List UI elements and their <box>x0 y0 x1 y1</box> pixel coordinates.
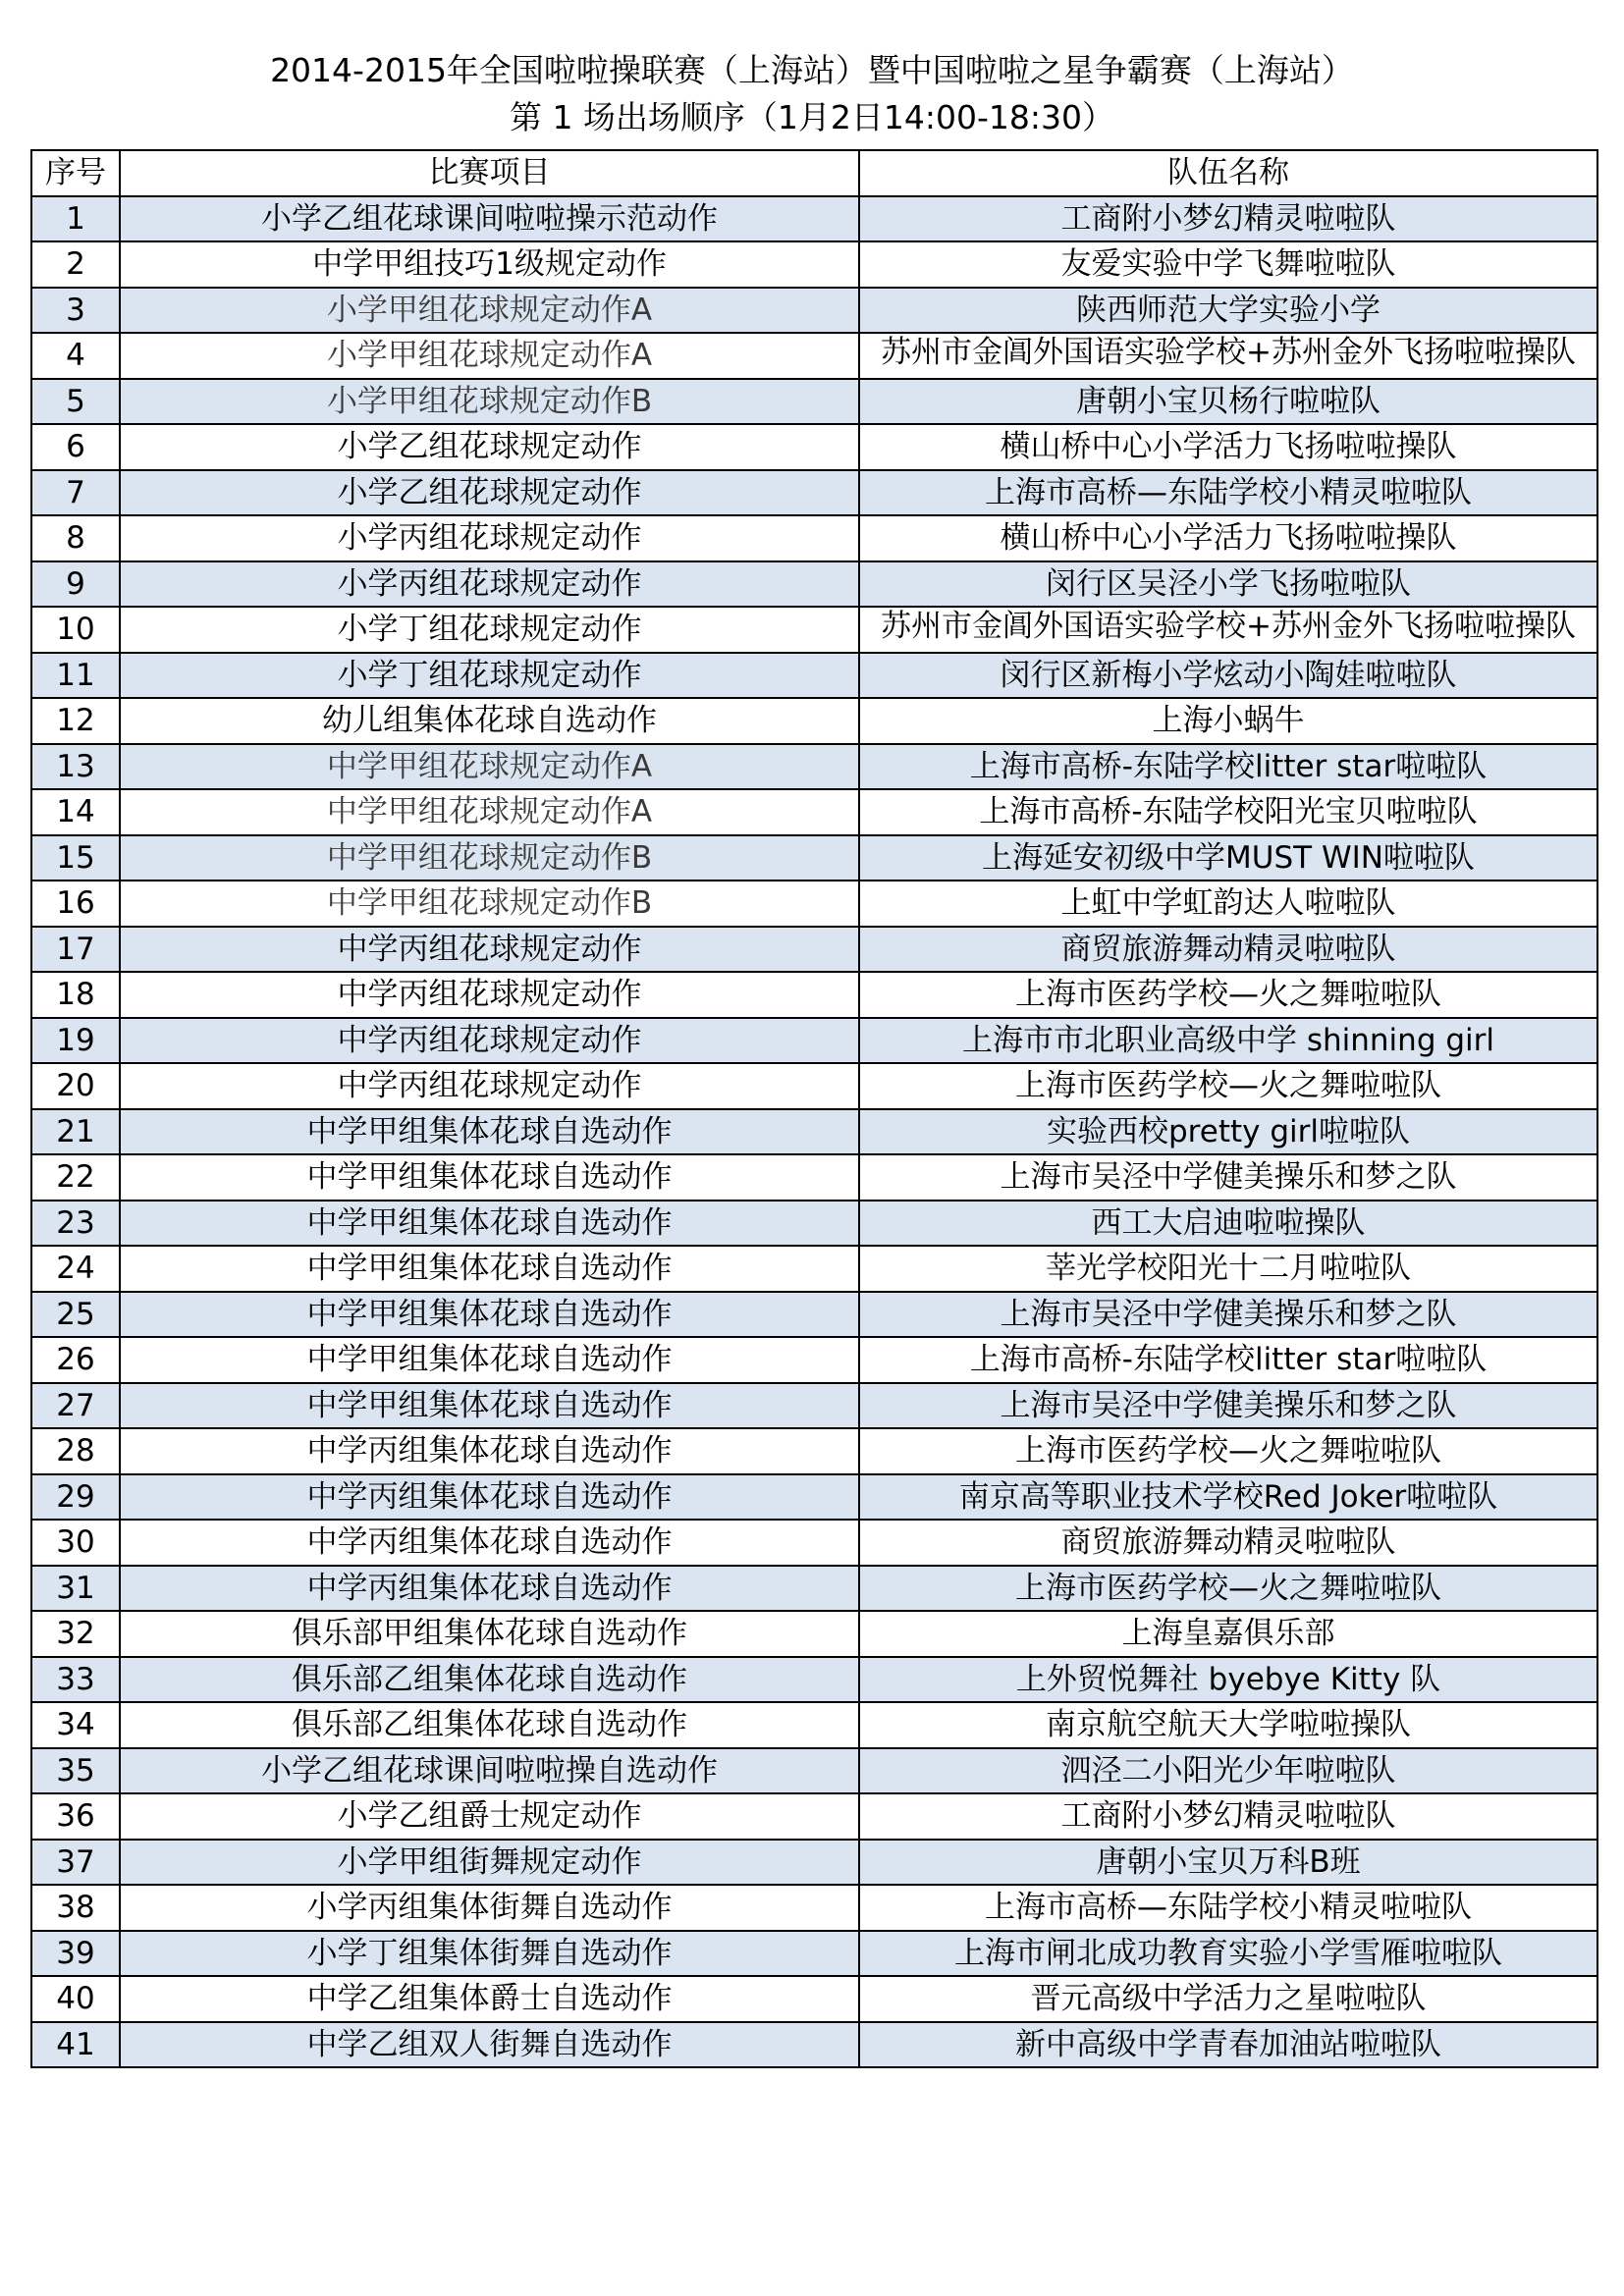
table-row <box>31 653 1597 699</box>
header-number: 序号 <box>31 150 120 196</box>
row-team: 陕西师范大学实验小学 <box>859 288 1597 334</box>
table-row <box>31 424 1597 470</box>
row-team: 商贸旅游舞动精灵啦啦队 <box>859 927 1597 973</box>
row-team: 上海市医药学校—火之舞啦啦队 <box>859 972 1597 1018</box>
row-number: 31 <box>31 1566 120 1612</box>
row-team: 上海市高桥—东陆学校小精灵啦啦队 <box>859 470 1597 516</box>
row-number: 18 <box>31 972 120 1018</box>
row-event: 中学甲组集体花球自选动作 <box>120 1154 859 1201</box>
row-team: 莘光学校阳光十二月啦啦队 <box>859 1246 1597 1292</box>
row-team: 上海市高桥—东陆学校小精灵啦啦队 <box>859 1885 1597 1931</box>
row-event: 小学乙组花球规定动作 <box>120 470 859 516</box>
row-team: 唐朝小宝贝万科B班 <box>859 1840 1597 1886</box>
table-row <box>31 561 1597 608</box>
table-row <box>31 1566 1597 1612</box>
row-event: 中学丙组集体花球自选动作 <box>120 1566 859 1612</box>
table-row <box>31 1109 1597 1155</box>
table-body <box>31 196 1597 2068</box>
table-row <box>31 1428 1597 1474</box>
row-number: 26 <box>31 1337 120 1383</box>
table-row <box>31 1702 1597 1748</box>
row-event: 中学乙组集体爵士自选动作 <box>120 1976 859 2022</box>
table-row <box>31 1611 1597 1657</box>
running-order-table <box>30 149 1598 2068</box>
row-number: 27 <box>31 1383 120 1429</box>
table-row <box>31 1976 1597 2022</box>
table-row <box>31 515 1597 561</box>
document-subtitle: 第 1 场出场顺序（1月2日14:00-18:30） <box>509 98 1115 136</box>
table-row <box>31 1154 1597 1201</box>
row-number: 35 <box>31 1748 120 1794</box>
row-event: 中学甲组技巧1级规定动作 <box>120 241 859 288</box>
row-number: 9 <box>31 561 120 608</box>
header-team: 队伍名称 <box>859 150 1597 196</box>
row-event: 中学丙组花球规定动作 <box>120 972 859 1018</box>
table-row <box>31 1246 1597 1292</box>
row-event: 小学丙组花球规定动作 <box>120 515 859 561</box>
row-number: 8 <box>31 515 120 561</box>
row-number: 34 <box>31 1702 120 1748</box>
row-number: 32 <box>31 1611 120 1657</box>
row-number: 38 <box>31 1885 120 1931</box>
row-number: 15 <box>31 835 120 881</box>
table-row <box>31 1337 1597 1383</box>
table-row <box>31 241 1597 288</box>
row-team: 上外贸悦舞社 byebye Kitty 队 <box>859 1657 1597 1703</box>
row-event: 小学丙组集体街舞自选动作 <box>120 1885 859 1931</box>
row-team: 工商附小梦幻精灵啦啦队 <box>859 196 1597 242</box>
row-team: 实验西校pretty girl啦啦队 <box>859 1109 1597 1155</box>
row-event: 中学甲组集体花球自选动作 <box>120 1109 859 1155</box>
row-team: 晋元高级中学活力之星啦啦队 <box>859 1976 1597 2022</box>
row-team: 南京高等职业技术学校Red Joker啦啦队 <box>859 1474 1597 1521</box>
table-row <box>31 470 1597 516</box>
row-number: 21 <box>31 1109 120 1155</box>
row-number: 28 <box>31 1428 120 1474</box>
row-number: 39 <box>31 1931 120 1977</box>
row-number: 41 <box>31 2022 120 2068</box>
row-event: 小学乙组花球课间啦啦操示范动作 <box>120 196 859 242</box>
row-event: 中学丙组集体花球自选动作 <box>120 1474 859 1521</box>
row-team: 友爱实验中学飞舞啦啦队 <box>859 241 1597 288</box>
row-number: 25 <box>31 1292 120 1338</box>
table-row <box>31 1885 1597 1931</box>
row-number: 4 <box>31 333 120 379</box>
table-row <box>31 607 1597 653</box>
row-event: 中学甲组集体花球自选动作 <box>120 1292 859 1338</box>
row-team <box>859 607 1597 653</box>
row-number: 20 <box>31 1063 120 1109</box>
row-number: 17 <box>31 927 120 973</box>
row-number: 12 <box>31 698 120 744</box>
table-row <box>31 972 1597 1018</box>
row-event: 中学乙组双人街舞自选动作 <box>120 2022 859 2068</box>
row-team: 闵行区新梅小学炫动小陶娃啦啦队 <box>859 653 1597 699</box>
row-event: 中学甲组集体花球自选动作 <box>120 1383 859 1429</box>
row-event: 中学甲组集体花球自选动作 <box>120 1246 859 1292</box>
row-team: 西工大启迪啦啦操队 <box>859 1201 1597 1247</box>
table-row <box>31 1292 1597 1338</box>
row-team: 上海市高桥-东陆学校阳光宝贝啦啦队 <box>859 789 1597 835</box>
table-row <box>31 698 1597 744</box>
table-row <box>31 2022 1597 2068</box>
row-event: 中学甲组花球规定动作B <box>120 835 859 881</box>
table-row <box>31 1657 1597 1703</box>
row-event: 小学甲组街舞规定动作 <box>120 1840 859 1886</box>
row-event: 中学甲组花球规定动作A <box>120 789 859 835</box>
row-team-text: 苏州市金阊外国语实验学校+苏州金外飞扬啦啦操队 <box>881 609 1576 645</box>
row-number: 24 <box>31 1246 120 1292</box>
row-event: 小学丁组集体街舞自选动作 <box>120 1931 859 1977</box>
row-event: 中学丙组集体花球自选动作 <box>120 1428 859 1474</box>
row-number: 23 <box>31 1201 120 1247</box>
row-number: 19 <box>31 1018 120 1064</box>
table-row <box>31 744 1597 790</box>
row-event: 小学乙组花球规定动作 <box>120 424 859 470</box>
row-number: 37 <box>31 1840 120 1886</box>
table-row <box>31 881 1597 927</box>
table-row <box>31 1201 1597 1247</box>
row-team: 上海市高桥-东陆学校litter star啦啦队 <box>859 744 1597 790</box>
row-number: 40 <box>31 1976 120 2022</box>
row-team: 泗泾二小阳光少年啦啦队 <box>859 1748 1597 1794</box>
row-team-text: 苏州市金阊外国语实验学校+苏州金外飞扬啦啦操队 <box>881 335 1576 371</box>
table-row <box>31 789 1597 835</box>
row-team: 南京航空航天大学啦啦操队 <box>859 1702 1597 1748</box>
row-team <box>859 333 1597 379</box>
row-number: 11 <box>31 653 120 699</box>
table-row <box>31 1520 1597 1566</box>
row-event: 俱乐部甲组集体花球自选动作 <box>120 1611 859 1657</box>
table-row <box>31 1063 1597 1109</box>
row-team: 上海市高桥-东陆学校litter star啦啦队 <box>859 1337 1597 1383</box>
table-row <box>31 196 1597 242</box>
row-event: 中学甲组花球规定动作A <box>120 744 859 790</box>
row-event: 中学丙组花球规定动作 <box>120 927 859 973</box>
row-team: 工商附小梦幻精灵啦啦队 <box>859 1793 1597 1840</box>
row-event: 小学丁组花球规定动作 <box>120 653 859 699</box>
row-team: 唐朝小宝贝杨行啦啦队 <box>859 379 1597 425</box>
row-team: 上海市吴泾中学健美操乐和梦之队 <box>859 1154 1597 1201</box>
row-team: 上海市医药学校—火之舞啦啦队 <box>859 1063 1597 1109</box>
table-row <box>31 835 1597 881</box>
row-event: 小学甲组花球规定动作A <box>120 288 859 334</box>
row-team: 闵行区吴泾小学飞扬啦啦队 <box>859 561 1597 608</box>
table-row <box>31 1018 1597 1064</box>
row-event: 中学丙组花球规定动作 <box>120 1018 859 1064</box>
row-team: 商贸旅游舞动精灵啦啦队 <box>859 1520 1597 1566</box>
table-row <box>31 1383 1597 1429</box>
row-event: 俱乐部乙组集体花球自选动作 <box>120 1657 859 1703</box>
row-number: 29 <box>31 1474 120 1521</box>
row-number: 22 <box>31 1154 120 1201</box>
row-team: 上虹中学虹韵达人啦啦队 <box>859 881 1597 927</box>
row-number: 16 <box>31 881 120 927</box>
row-team: 上海市市北职业高级中学 shinning girl <box>859 1018 1597 1064</box>
table-row <box>31 333 1597 379</box>
row-number: 6 <box>31 424 120 470</box>
row-team: 横山桥中心小学活力飞扬啦啦操队 <box>859 424 1597 470</box>
row-event: 中学丙组花球规定动作 <box>120 1063 859 1109</box>
header-event: 比赛项目 <box>120 150 859 196</box>
table-row <box>31 1748 1597 1794</box>
row-event: 中学甲组花球规定动作B <box>120 881 859 927</box>
row-number: 3 <box>31 288 120 334</box>
row-team: 上海市闸北成功教育实验小学雪雁啦啦队 <box>859 1931 1597 1977</box>
row-number: 5 <box>31 379 120 425</box>
row-team: 上海小蜗牛 <box>859 698 1597 744</box>
row-event: 小学乙组爵士规定动作 <box>120 1793 859 1840</box>
row-event: 小学乙组花球课间啦啦操自选动作 <box>120 1748 859 1794</box>
row-event: 中学甲组集体花球自选动作 <box>120 1201 859 1247</box>
row-team: 横山桥中心小学活力飞扬啦啦操队 <box>859 515 1597 561</box>
row-team: 上海市医药学校—火之舞啦啦队 <box>859 1566 1597 1612</box>
table-row <box>31 927 1597 973</box>
table-header-row <box>31 150 1597 196</box>
row-number: 36 <box>31 1793 120 1840</box>
row-event: 中学丙组集体花球自选动作 <box>120 1520 859 1566</box>
row-event: 幼儿组集体花球自选动作 <box>120 698 859 744</box>
row-number: 2 <box>31 241 120 288</box>
row-team: 上海延安初级中学MUST WIN啦啦队 <box>859 835 1597 881</box>
table-row <box>31 1474 1597 1521</box>
row-event: 小学丙组花球规定动作 <box>120 561 859 608</box>
row-team: 上海皇嘉俱乐部 <box>859 1611 1597 1657</box>
row-event: 小学甲组花球规定动作B <box>120 379 859 425</box>
row-team: 上海市医药学校—火之舞啦啦队 <box>859 1428 1597 1474</box>
row-event: 小学丁组花球规定动作 <box>120 607 859 653</box>
row-event: 小学甲组花球规定动作A <box>120 333 859 379</box>
table-row <box>31 1931 1597 1977</box>
table-row <box>31 1793 1597 1840</box>
row-number: 33 <box>31 1657 120 1703</box>
table-row <box>31 1840 1597 1886</box>
row-event: 俱乐部乙组集体花球自选动作 <box>120 1702 859 1748</box>
row-team: 上海市吴泾中学健美操乐和梦之队 <box>859 1292 1597 1338</box>
row-number: 13 <box>31 744 120 790</box>
row-number: 14 <box>31 789 120 835</box>
table-row <box>31 288 1597 334</box>
document-title: 2014-2015年全国啦啦操联赛（上海站）暨中国啦啦之星争霸赛（上海站） <box>270 51 1354 89</box>
row-number: 10 <box>31 607 120 653</box>
row-team: 新中高级中学青春加油站啦啦队 <box>859 2022 1597 2068</box>
row-number: 30 <box>31 1520 120 1566</box>
row-number: 7 <box>31 470 120 516</box>
table-row <box>31 379 1597 425</box>
row-event: 中学甲组集体花球自选动作 <box>120 1337 859 1383</box>
row-team: 上海市吴泾中学健美操乐和梦之队 <box>859 1383 1597 1429</box>
row-number: 1 <box>31 196 120 242</box>
